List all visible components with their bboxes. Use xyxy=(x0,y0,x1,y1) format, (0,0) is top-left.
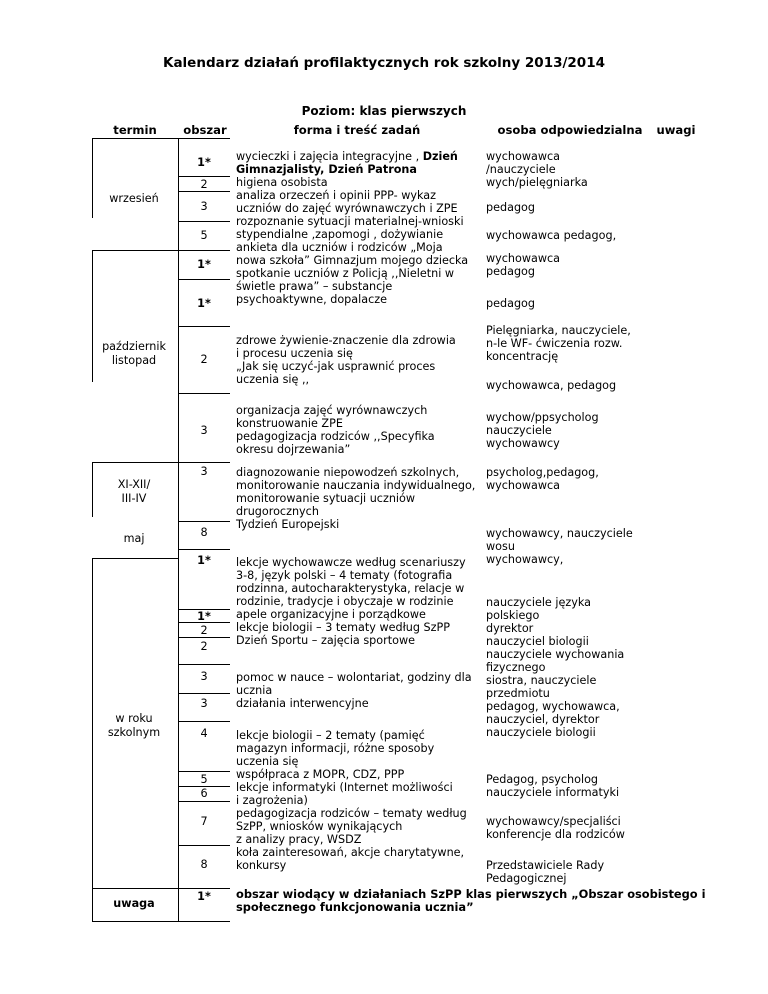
task-text: koła zainteresowań, akcje charytatywne, xyxy=(236,846,465,859)
task-text-bold: Dzień xyxy=(422,150,458,163)
task-text: monitorowanie sytuacji uczniów xyxy=(236,492,416,505)
responsible-text: koncentrację xyxy=(486,350,559,363)
obszar-rule xyxy=(178,326,230,327)
task-text: i procesu uczenia się xyxy=(236,347,353,360)
responsible-text: fizycznego xyxy=(486,661,546,674)
responsible-text: psycholog,pedagog, xyxy=(486,466,599,479)
area-cell: 8 xyxy=(200,858,208,871)
area-cell: 3 xyxy=(200,200,208,213)
responsible-cell: wychowawca pedagog, xyxy=(486,229,617,242)
responsible-text: wosu xyxy=(486,540,515,553)
term-maj: maj xyxy=(123,532,145,545)
obszar-rule xyxy=(178,549,230,550)
task-cell xyxy=(236,334,456,386)
area-cell: 6 xyxy=(200,787,208,800)
responsible-cell xyxy=(486,150,588,189)
responsible-cell xyxy=(486,859,604,885)
task-text: pedagogizacja rodziców – tematy według xyxy=(236,807,467,820)
responsible-text: nauczyciele wychowania xyxy=(486,648,625,661)
task-text: okresu dojrzewania” xyxy=(236,443,351,456)
responsible-text: wychowawcy/specjaliści xyxy=(486,815,621,828)
task-text: i zagrożenia) xyxy=(236,794,308,807)
term-uwaga: uwaga xyxy=(113,897,155,910)
responsible-text: Pedagogicznej xyxy=(486,872,567,885)
obszar-rule xyxy=(178,637,230,638)
uwaga-note xyxy=(236,888,705,914)
task-cell xyxy=(236,150,468,306)
task-text: Tydzień Europejski xyxy=(236,518,340,531)
area-cell: 1* xyxy=(197,610,211,623)
term-iii-iv-label: III-IV xyxy=(121,492,147,505)
task-text: lekcje biologii – 3 tematy według SzPP xyxy=(236,621,450,634)
area-cell: 1* xyxy=(197,890,211,903)
obszar-rule xyxy=(178,693,230,694)
obszar-rule xyxy=(178,921,230,922)
obszar-rule xyxy=(178,664,230,665)
area-cell: 2 xyxy=(200,640,208,653)
task-text: pomoc w nauce – wolontariat, godziny dla xyxy=(236,671,472,684)
area-cell: 5 xyxy=(200,229,208,242)
responsible-cell xyxy=(486,466,599,492)
task-text: organizacja zajęć wyrównawczych xyxy=(236,404,428,417)
area-cell: 3 xyxy=(200,670,208,683)
responsible-text: polskiego xyxy=(486,609,540,622)
task-text: konkursy xyxy=(236,859,287,872)
task-text: drugorocznych xyxy=(236,505,319,518)
area-cell: 7 xyxy=(200,815,208,828)
area-cell: 3 xyxy=(200,697,208,710)
responsible-text: pedagog xyxy=(486,265,535,278)
task-text: ucznia xyxy=(236,684,273,697)
obszar-rule xyxy=(178,462,230,463)
task-text: rodzinna, autocharakterystyka, relacje w xyxy=(236,582,465,595)
area-cell: 1* xyxy=(197,297,211,310)
task-text: konstruowanie ZPE xyxy=(236,417,343,430)
area-cell: 2 xyxy=(200,353,208,366)
responsible-text: pedagog, wychowawca, xyxy=(486,700,620,713)
responsible-text: konferencje dla rodziców xyxy=(486,828,625,841)
responsible-text: nauczyciel, dyrektor xyxy=(486,713,600,726)
responsible-text: wychowawca xyxy=(486,150,561,163)
task-text: uczniów do zajęć wyrównawczych i ZPE xyxy=(236,202,458,215)
task-text-bold: Gimnazjalisty, Dzień Patrona xyxy=(236,163,417,176)
task-text: lekcje biologii – 2 tematy (pamięć xyxy=(236,729,425,742)
task-text: lekcje informatyki (Internet możliwości xyxy=(236,781,453,794)
area-cell: 2 xyxy=(200,178,208,191)
responsible-cell xyxy=(486,773,619,799)
header-rule-obszar xyxy=(178,138,230,139)
responsible-cell xyxy=(486,411,599,450)
responsible-text: /nauczyciele xyxy=(486,163,556,176)
header-rule-termin xyxy=(92,138,178,139)
task-text: współpraca z MOPR, CDZ, PPP xyxy=(236,768,405,781)
uwaga-note-line: obszar wiodący w działaniach SzPP klas pierwszych „Obszar osobistego i xyxy=(236,887,706,901)
responsible-text: Pielęgniarka, nauczyciele, xyxy=(486,324,631,337)
responsible-cell: wychowawca, pedagog xyxy=(486,379,617,392)
responsible-text: wychowawca xyxy=(486,479,561,492)
responsible-cell xyxy=(486,527,633,566)
task-text: „Jak się uczyć-jak usprawnić proces xyxy=(236,360,436,373)
task-text: analiza orzeczeń i opinii PPP- wykaz xyxy=(236,189,437,202)
obszar-rule xyxy=(178,279,230,280)
responsible-text: siostra, nauczyciele xyxy=(486,674,597,687)
task-text: SzPP, wniosków wynikających xyxy=(236,820,403,833)
uwaga-note-line: społecznego funkcjonowania ucznia” xyxy=(236,900,474,914)
responsible-cell xyxy=(486,324,631,363)
task-text: 3-8, język polski – 4 tematy (fotografia xyxy=(236,569,453,582)
obszar-rule xyxy=(178,888,230,889)
term-w-roku-label: w roku xyxy=(115,712,153,725)
task-cell xyxy=(236,556,466,647)
task-text: spotkanie uczniów z Policją ,,Nieletni w xyxy=(236,267,455,280)
task-text: pedagogizacja rodziców ,,Specyfika xyxy=(236,430,435,443)
responsible-text: przedmiotu xyxy=(486,687,550,700)
responsible-text: wychowawca xyxy=(486,252,561,265)
obszar-rule xyxy=(178,521,230,522)
responsible-text: Przedstawiciele Rady xyxy=(486,859,605,872)
task-text: psychoaktywne, dopalacze xyxy=(236,293,387,306)
header-osoba: osoba odpowiedzialna xyxy=(497,123,643,137)
header-uwagi: uwagi xyxy=(656,123,696,137)
task-text: lekcje wychowawcze według scenariuszy xyxy=(236,556,466,569)
header-termin: termin xyxy=(113,123,157,137)
term-listopad-label: listopad xyxy=(111,354,157,367)
task-text: higiena osobista xyxy=(236,176,328,189)
responsible-text: nauczyciele xyxy=(486,424,552,437)
termin-rule xyxy=(92,250,178,251)
task-text: monitorowanie nauczania indywidualnego, xyxy=(236,479,476,492)
task-text: rozpoznanie sytuacji materialnej-wnioski xyxy=(236,215,464,228)
obszar-rule xyxy=(178,393,230,394)
responsible-text: wychowawcy, xyxy=(486,553,564,566)
task-text: diagnozowanie niepowodzeń szkolnych, xyxy=(236,466,460,479)
responsible-text: dyrektor xyxy=(486,622,534,635)
obszar-rule xyxy=(178,221,230,222)
area-cell: 3 xyxy=(200,465,208,478)
term-xi-iv xyxy=(92,478,176,506)
obszar-rule xyxy=(178,771,230,772)
task-text: stypendialne ,zapomogi , dożywianie xyxy=(236,228,444,241)
termin-rule xyxy=(92,558,178,559)
responsible-text: wychow/ppsycholog xyxy=(486,411,599,424)
task-text: apele organizacyjne i porządkowe xyxy=(236,608,426,621)
term-pazdziernik-label: październik xyxy=(102,340,166,353)
termin-rule xyxy=(92,888,178,889)
task-text: uczenia się xyxy=(236,755,299,768)
area-cell: 2 xyxy=(200,624,208,637)
responsible-cell xyxy=(486,815,625,841)
obszar-rule xyxy=(178,191,230,192)
responsible-text: Pedagog, psycholog xyxy=(486,773,599,786)
task-text: wycieczki i zajęcia integracyjne , xyxy=(236,150,423,163)
area-cell: 1* xyxy=(197,156,211,169)
task-cell xyxy=(236,466,475,531)
responsible-text: wychowawcy xyxy=(486,437,560,450)
area-cell: 3 xyxy=(200,424,208,437)
task-cell xyxy=(236,729,467,872)
term-szkolnym-label: szkolnym xyxy=(107,726,161,739)
termin-rule xyxy=(92,921,178,922)
task-text: z analizy pracy, WSDZ xyxy=(236,833,362,846)
area-cell: 4 xyxy=(200,727,208,740)
term-w-roku xyxy=(92,712,176,740)
task-text: zdrowe żywienie-znaczenie dla zdrowia xyxy=(236,334,456,347)
responsible-text: wychowawcy, nauczyciele xyxy=(486,527,633,540)
responsible-text: nauczyciel biologii xyxy=(486,635,589,648)
term-pazdziernik xyxy=(92,340,176,368)
area-cell: 1* xyxy=(197,554,211,567)
task-cell xyxy=(236,671,472,710)
area-cell: 8 xyxy=(200,526,208,539)
responsible-text: nauczyciele języka xyxy=(486,596,591,609)
obszar-rule xyxy=(178,801,230,802)
responsible-cell xyxy=(486,596,624,739)
responsible-text: nauczyciele informatyki xyxy=(486,786,620,799)
task-text: rodzinie, tradycje i obyczaje w rodzinie xyxy=(236,595,454,608)
term-wrzesien: wrzesień xyxy=(109,192,159,205)
document-title: Kalendarz działań profilaktycznych rok szkolny 2013/2014 xyxy=(162,55,605,71)
area-cell: 1* xyxy=(197,258,211,271)
document-subtitle: Poziom: klas pierwszych xyxy=(301,104,467,118)
responsible-cell: pedagog xyxy=(486,297,535,310)
responsible-text: wych/pielęgniarka xyxy=(486,176,588,189)
task-text: ankieta dla uczniów i rodziców „Moja xyxy=(236,241,443,254)
task-text: nowa szkoła” Gimnazjum mojego dziecka xyxy=(236,254,469,267)
term-xi-xii-label: XI-XII/ xyxy=(117,478,151,491)
task-text: magazyn informacji, różne sposoby xyxy=(236,742,435,755)
header-forma: forma i treść zadań xyxy=(293,123,421,137)
header-obszar: obszar xyxy=(183,123,227,137)
obszar-rule xyxy=(178,176,230,177)
table-border-left xyxy=(92,138,93,218)
task-text: Dzień Sportu – zajęcia sportowe xyxy=(236,634,415,647)
responsible-text: n-le WF- ćwiczenia rozw. xyxy=(486,337,623,350)
obszar-rule xyxy=(178,250,230,251)
responsible-cell: pedagog xyxy=(486,201,535,214)
obszar-rule xyxy=(178,721,230,722)
task-text: świetle prawa” – substancje xyxy=(236,280,393,293)
task-text: działania interwencyjne xyxy=(236,697,369,710)
responsible-cell xyxy=(486,252,560,278)
termin-rule xyxy=(92,462,178,463)
responsible-text: nauczyciele biologii xyxy=(486,726,596,739)
obszar-rule xyxy=(178,845,230,846)
task-cell xyxy=(236,404,435,456)
area-cell: 5 xyxy=(200,773,208,786)
task-text: uczenia się ,, xyxy=(236,373,310,386)
